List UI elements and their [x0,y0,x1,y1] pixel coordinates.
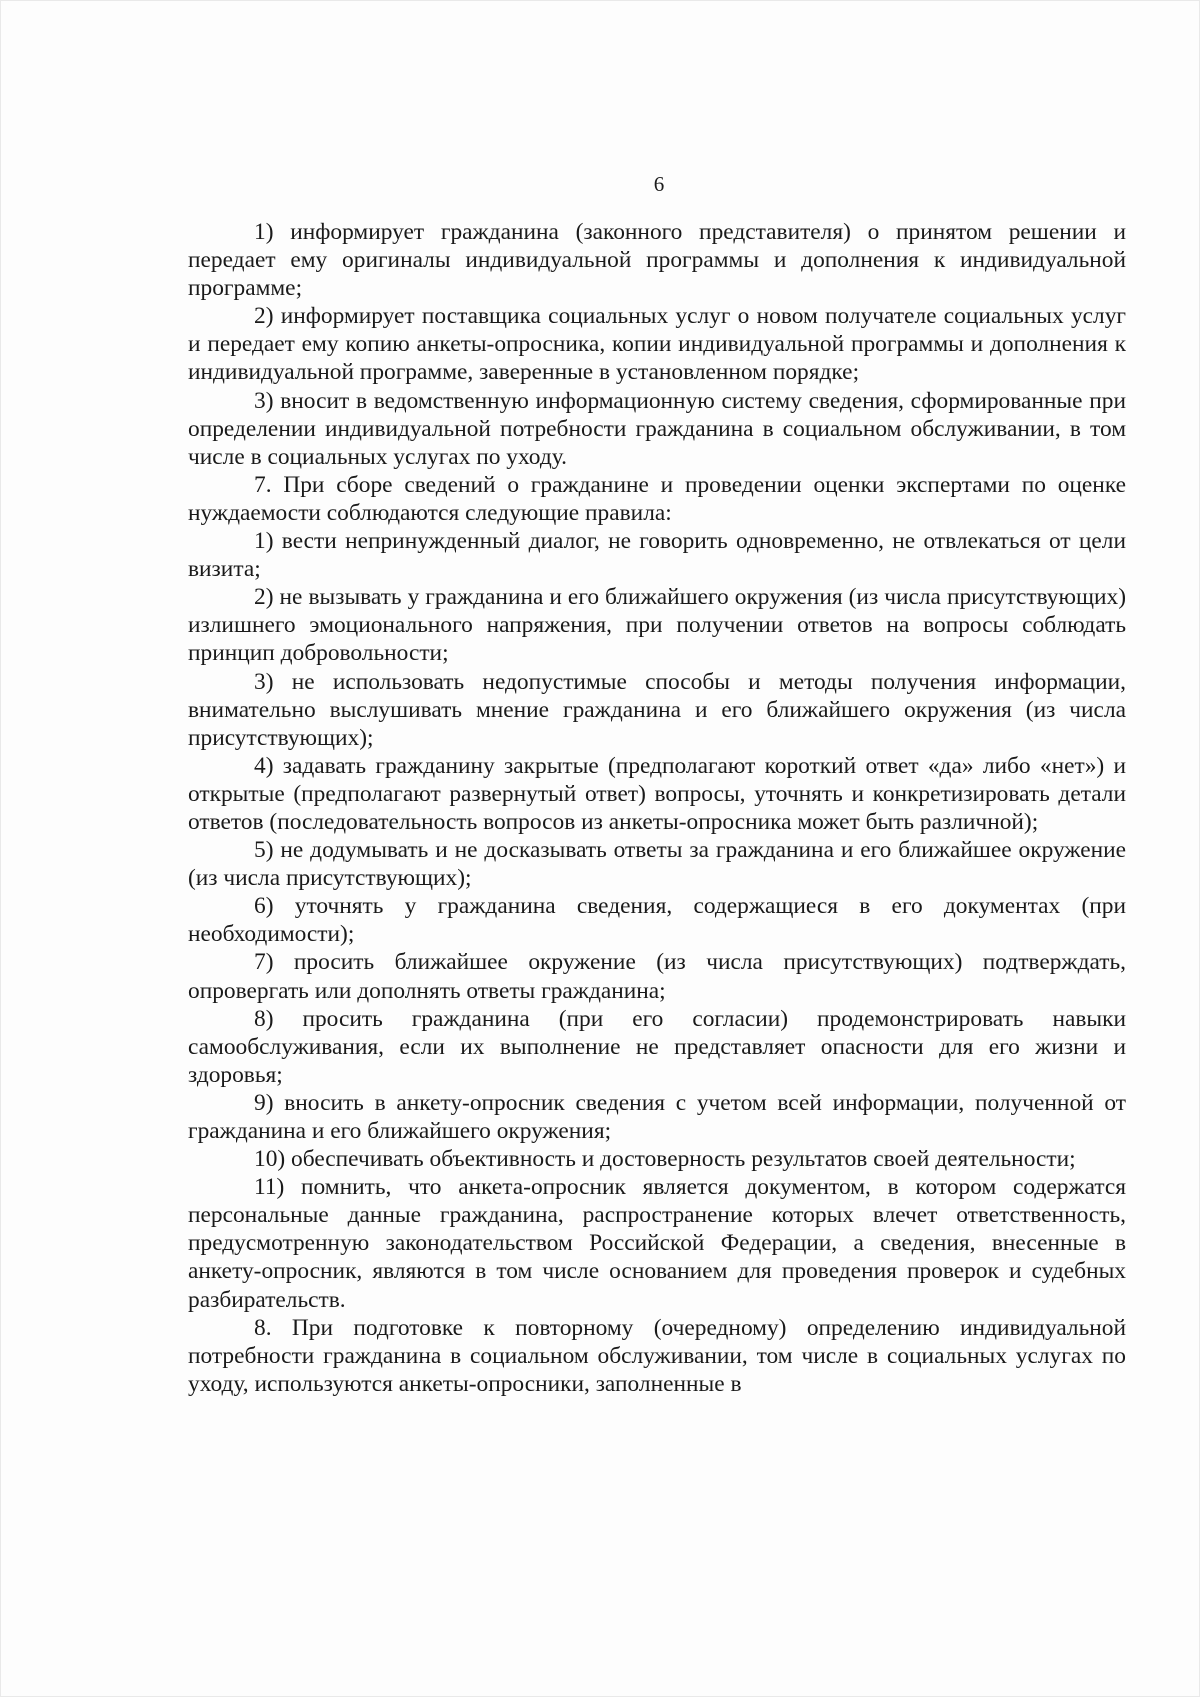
rule-11-personal-data: 11) помнить, что анкета-опросник является документом, в котором содержатся персональные данные гражданина, распространение которых влечет ответственность, предусмотренную законодательством Российской Федерации, а сведения, внесенные в анкету-опросник, являются в том числе основанием для проведения проверок и судебных разбирательств. [188,1174,1126,1313]
rule-10-objectivity: 10) обеспечивать объективность и достоверность результатов своей деятельности; [254,1146,1076,1173]
rule-1-dialog: 1) вести непринужденный диалог, не говорить одновременно, не отвлекаться от цели визита; [188,528,1126,583]
paragraph-section-7-rules: 7. При сборе сведений о гражданине и проведении оценки экспертами по оценке нуждаемости соблюдаются следующие правила: [188,471,1126,526]
rule-2-no-tension: 2) не вызывать у гражданина и его ближайшего окружения (из числа присутствующих) излишнего эмоционального напряжения, при получении ответов на вопросы соблюдать принцип добровольности; [188,584,1126,667]
rule-9-enter-questionnaire: 9) вносить в анкету-опросник сведения с учетом всей информации, полученной от гражданина и его ближайшего окружения; [188,1089,1126,1144]
rule-6-clarify-documents: 6) уточнять у гражданина сведения, содержащиеся в его документах (при необходимости); [188,893,1126,948]
rule-3-acceptable-methods: 3) не использовать недопустимые способы и методы получения информации, внимательно выслушивать мнение гражданина и его ближайшего окружения (из числа присутствующих); [188,668,1126,751]
rule-8-demonstrate-skills: 8) просить гражданина (при его согласии) продемонстрировать навыки самообслуживания, если их выполнение не представляет опасности для его жизни и здоровья; [188,1005,1126,1088]
document-body [188,218,1126,1398]
paragraph-2-informs-provider: 2) информирует поставщика социальных услуг о новом получателе социальных услуг и передает ему копию анкеты-опросника, копии индивидуальной программы и дополнения к индивидуальной программе, заверенные в установленном порядке; [188,303,1126,386]
paragraph-section-8-reassessment: 8. При подготовке к повторному (очередному) определению индивидуальной потребности гражданина в социальном обслуживании, том числе в социальных услугах по уходу, используются анкеты-опросники, заполненные в [188,1314,1126,1397]
paragraph-3-enters-info-system: 3) вносит в ведомственную информационную систему сведения, сформированные при определении индивидуальной потребности гражданина в социальном обслуживании, в том числе в социальных услугах по уходу. [188,387,1126,470]
paragraph-1-informs-citizen: 1) информирует гражданина (законного представителя) о принятом решении и передает ему оригиналы индивидуальной программы и дополнения к индивидуальной программе; [188,219,1126,302]
rule-5-no-guessing: 5) не додумывать и не досказывать ответы за гражданина и его ближайшее окружение (из числа присутствующих); [188,837,1126,892]
rule-4-questions: 4) задавать гражданину закрытые (предполагают короткий ответ «да» либо «нет») и открытые (предполагают развернутый ответ) вопросы, уточнять и конкретизировать детали ответов (последовательность вопросов из анкеты-опросника может быть различной); [188,752,1126,835]
rule-7-confirm-answers: 7) просить ближайшее окружение (из числа присутствующих) подтверждать, опровергать или дополнять ответы гражданина; [188,949,1126,1004]
page-number: 6 [653,172,665,196]
